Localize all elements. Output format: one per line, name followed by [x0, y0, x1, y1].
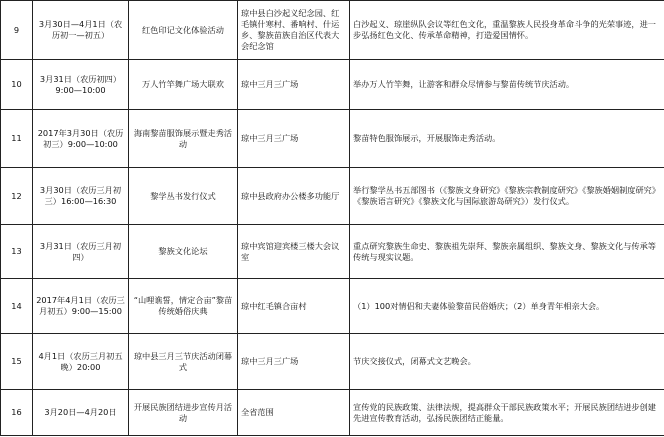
- row-location: 琼中红毛镇合亩村: [238, 279, 350, 334]
- table-row: [1, 168, 664, 225]
- row-content: 举办万人竹竿舞，让游客和群众尽情参与黎苗传统节庆活动。: [350, 60, 664, 110]
- row-number: 14: [1, 279, 33, 334]
- table-row: [1, 279, 664, 334]
- row-activity-name: 海南黎苗服饰展示暨走秀活动: [129, 110, 238, 168]
- row-location: 琼中三月三广场: [238, 60, 350, 110]
- row-content: 举行黎学丛书五部图书（《黎族文身研究》《黎族宗教制度研究》《黎族婚姻制度研究》《黎族语言研究》《黎族文化与国际旅游岛研究》）发行仪式。: [350, 168, 664, 225]
- row-time: 3月30日（农历三月初三）16:00—16:30: [33, 168, 129, 225]
- row-time: 3月20日—4月20日: [33, 390, 129, 436]
- row-activity-name: 琼中县三月三节庆活动闭幕式: [129, 334, 238, 390]
- row-location: 琼中县白沙起义纪念园、红毛镇什寒村、番响村、什运乡、黎族苗族自治区代表大会纪念馆: [238, 1, 350, 60]
- row-time: 3月30日—4月1日（农历初一—初五）: [33, 1, 129, 60]
- row-activity-name: 万人竹竿舞广场大联欢: [129, 60, 238, 110]
- table-row: [1, 334, 664, 390]
- row-activity-name: 开展民族团结进步宣传月活动: [129, 390, 238, 436]
- row-time: 2017年3月30日（农历初三）9:00—10:00: [33, 110, 129, 168]
- row-location: 琼中县政府办公楼多功能厅: [238, 168, 350, 225]
- row-activity-name: 黎族文化论坛: [129, 225, 238, 279]
- row-location: 琼中宾馆迎宾楼三楼大会议室: [238, 225, 350, 279]
- table-row: [1, 390, 664, 436]
- row-activity-name: 红色印记文化体验活动: [129, 1, 238, 60]
- row-time: 4月1日（农历三月初五晚）20:00: [33, 334, 129, 390]
- row-activity-name: “山哩谯誓，情定合亩”黎苗传统婚俗庆典: [129, 279, 238, 334]
- row-content: 节庆交接仪式，闭幕式文艺晚会。: [350, 334, 664, 390]
- row-number: 16: [1, 390, 33, 436]
- row-content: 宣传党的民族政策、法律法规，提高群众干部民族政策水平；开展民族团结进步创建先进宣传教育活动，弘扬民族团结正能量。: [350, 390, 664, 436]
- row-content: 重点研究黎族生命史、黎族祖先崇拜、黎族亲属组织、黎族文身、黎族文化与传承等传统与现实议题。: [350, 225, 664, 279]
- row-number: 13: [1, 225, 33, 279]
- row-number: 12: [1, 168, 33, 225]
- row-number: 9: [1, 1, 33, 60]
- table-row: [1, 110, 664, 168]
- row-time: 3月31日（农历三月初四）: [33, 225, 129, 279]
- row-number: 15: [1, 334, 33, 390]
- table-row: [1, 1, 664, 60]
- row-content: （1）100对情侣和夫妻体验黎苗民俗婚庆；（2）单身青年相亲大会。: [350, 279, 664, 334]
- table-row: [1, 60, 664, 110]
- row-number: 10: [1, 60, 33, 110]
- row-location: 琼中三月三广场: [238, 334, 350, 390]
- row-number: 11: [1, 110, 33, 168]
- row-time: 2017年4月1日（农历三月初五）9:00—15:00: [33, 279, 129, 334]
- row-location: 全省范围: [238, 390, 350, 436]
- row-content: 白沙起义、琼崖纵队会议等红色文化，重温黎族人民投身革命斗争的光荣事迹，进一步弘扬红色文化、传承革命精神，打造爱国情怀。: [350, 1, 664, 60]
- table-row: [1, 225, 664, 279]
- row-activity-name: 黎学丛书发行仪式: [129, 168, 238, 225]
- row-location: 琼中三月三广场: [238, 110, 350, 168]
- row-content: 黎苗特色服饰展示，开展服饰走秀活动。: [350, 110, 664, 168]
- row-time: 3月31日（农历初四）9:00—10:00: [33, 60, 129, 110]
